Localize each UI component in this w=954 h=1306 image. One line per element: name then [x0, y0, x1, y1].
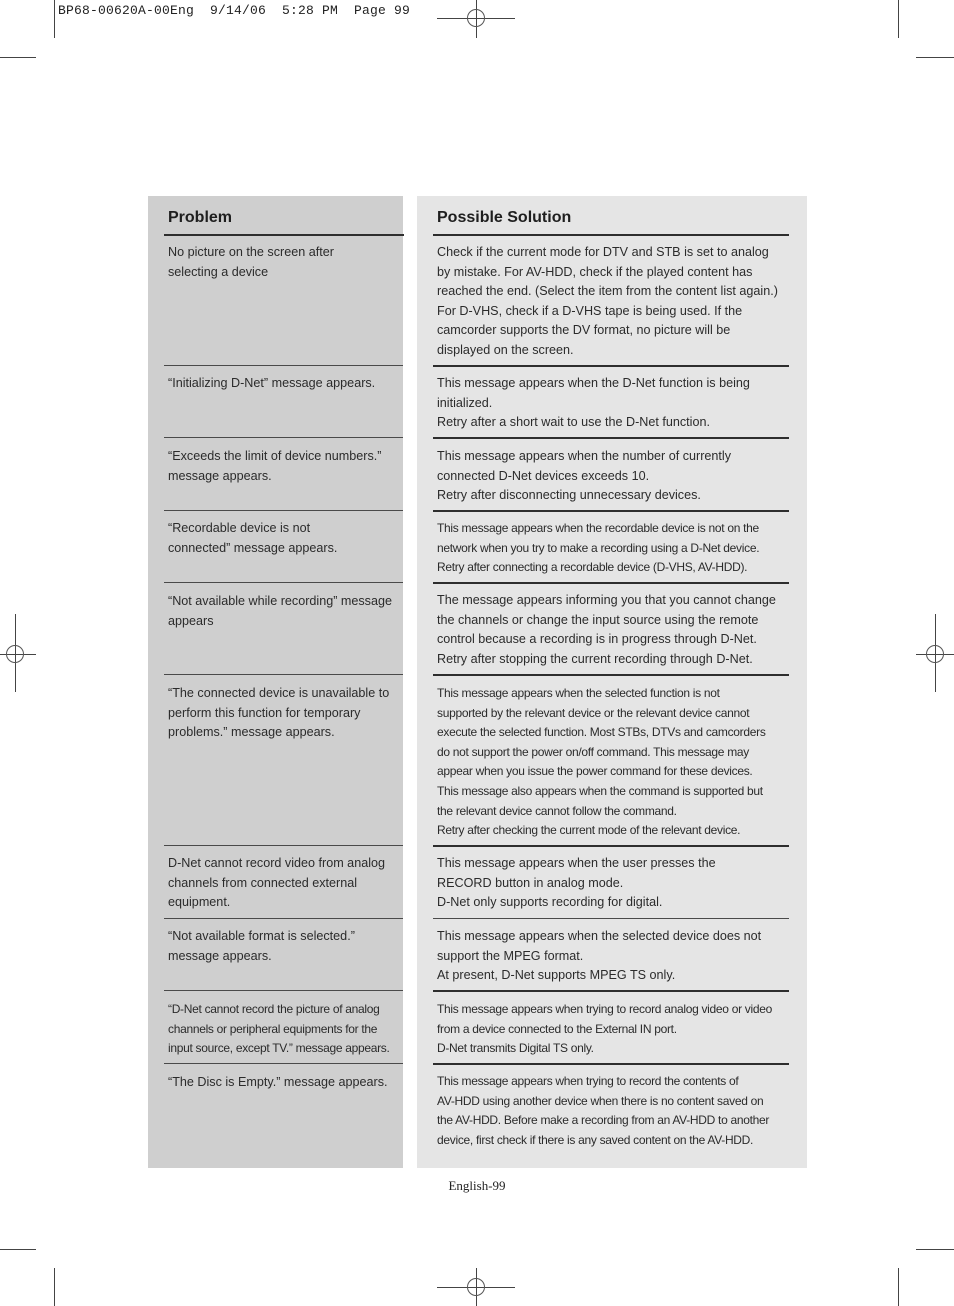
crop-mark-tr-v — [898, 0, 899, 38]
table-row-problem: D-Net cannot record video from analog channels from connected external equipment. — [168, 856, 386, 910]
solution-column-header: Possible Solution — [437, 209, 572, 226]
crop-mark-br-h — [916, 1249, 954, 1250]
crop-mark-bl-v — [54, 1268, 55, 1306]
table-row-solution: This message appears when the selected device does not support the MPEG format. At present, D-Net supports MPEG TS only. — [437, 929, 762, 983]
table-row-problem: “D-Net cannot record the picture of analog channels or peripheral equipments for the input source, except TV.” message appears. — [168, 1002, 390, 1056]
table-row-problem: “Exceeds the limit of device numbers.” message appears. — [168, 449, 382, 483]
table-row-problem: “Not available format is selected.” message appears. — [168, 929, 355, 963]
problem-column-header: Problem — [168, 209, 233, 226]
header-rule-problem — [164, 234, 404, 236]
crop-mark-tl-h — [0, 57, 36, 58]
table-row-solution: This message appears when trying to record the contents of AV-HDD using another device when there is no content saved on the AV-HDD. Before make a recording from an AV-HDD to another device, first check if there is any saved content on the AV-HDD. — [437, 1074, 770, 1147]
crop-mark-tr-h — [916, 57, 954, 58]
table-row-problem: “Recordable device is not connected” message appears. — [168, 521, 338, 555]
table-row-problem: “Not available while recording” message appears — [168, 594, 392, 628]
table-row-solution: The message appears informing you that you cannot change the channels or change the input source using the remote control because a recording is in progress through D-Net. Retry after stopping the current recording through D-Net. — [437, 593, 776, 666]
table-row-solution: This message appears when the user presses the RECORD button in analog mode. D-Net only supports recording for digital. — [437, 856, 716, 910]
table-row-problem: “Initializing D-Net” message appears. — [168, 376, 376, 390]
table-row-solution: Check if the current mode for DTV and STB is set to analog by mistake. For AV-HDD, check if the played content has reached the end. (Select the item from the content list again.) For D-VHS, check if a D-VHS tape is being used. If the camcorder supports the DV format, no picture will be displayed on the screen. — [437, 245, 778, 357]
page-number: English-99 — [448, 1178, 506, 1193]
table-row-solution: This message appears when the D-Net function is being initialized. Retry after a short wait to use the D-Net function. — [437, 376, 750, 430]
crop-mark-tl-v — [54, 0, 55, 38]
table-row-problem: “The Disc is Empty.” message appears. — [168, 1075, 388, 1089]
header-rule-solution — [433, 234, 789, 236]
table-row-problem: No picture on the screen after selecting a device — [168, 245, 334, 279]
table-row-problem: “The connected device is unavailable to perform this function for temporary problems.” message appears. — [168, 686, 390, 740]
table-row-solution: This message appears when trying to record analog video or video from a device connected to the External IN port. D-Net transmits Digital TS only. — [437, 1002, 772, 1056]
table-row-solution: This message appears when the selected function is not supported by the relevant device or the relevant device cannot execute the selected function. Most STBs, DTVs and camcorders do not support the power on/off command. This message may appear when you issue the power command for these devices. This message also appears when the command is supported but the relevant device cannot follow the command. Retry after checking the current mode of the relevant device. — [437, 686, 766, 838]
crop-mark-bl-h — [0, 1249, 36, 1250]
crop-mark-br-v — [898, 1268, 899, 1306]
table-row-solution: This message appears when the recordable device is not on the network when you try to make a recording using a D-Net device. Retry after connecting a recordable device (D-VHS, AV-HDD). — [437, 521, 760, 575]
print-slug: BP68-00620A-00Eng 9/14/06 5:28 PM Page 99 — [58, 3, 411, 18]
table-row-solution: This message appears when the number of currently connected D-Net devices exceeds 10. Retry after disconnecting unnecessary devices. — [437, 449, 732, 503]
